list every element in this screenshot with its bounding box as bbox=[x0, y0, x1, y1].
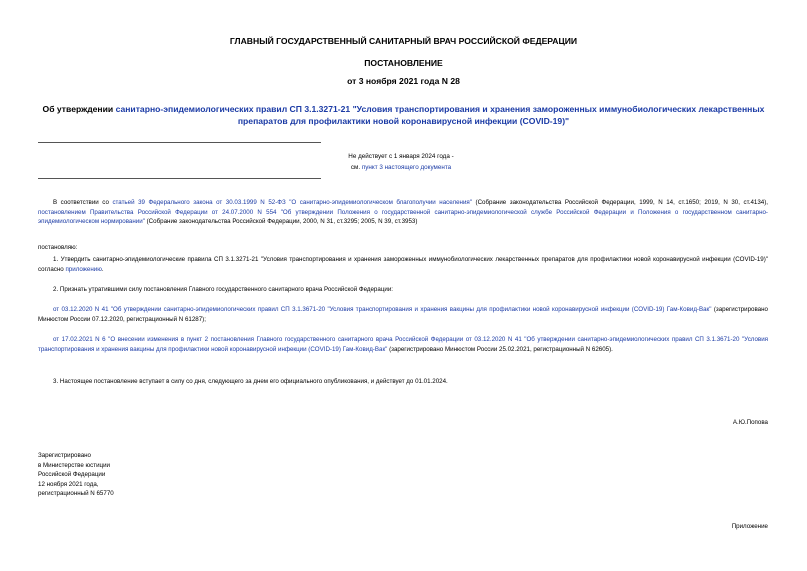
registration-line-1: Зарегистрировано bbox=[38, 452, 91, 459]
registration-line-2: в Министерстве юстиции bbox=[38, 461, 111, 469]
title-prefix: Об утверждении bbox=[42, 104, 116, 114]
repeal-2 bbox=[38, 335, 768, 354]
registration-block bbox=[38, 451, 238, 499]
preamble-paragraph bbox=[38, 198, 768, 227]
document-title bbox=[40, 104, 767, 127]
document-date-number: от 3 ноября 2021 года N 28 bbox=[347, 76, 460, 86]
law-link[interactable]: статьей 39 Федерального закона от 30.03.1999 N 52-ФЗ "О санитарно-эпидемиологическом благополучии населения" bbox=[112, 199, 472, 206]
registration-line-3: Российской Федерации bbox=[38, 471, 106, 479]
signature: А.Ю.Попова bbox=[732, 419, 768, 426]
issuing-authority: ГЛАВНЫЙ ГОСУДАРСТВЕННЫЙ САНИТАРНЫЙ ВРАЧ РОССИЙСКОЙ ФЕДЕРАЦИИ bbox=[229, 36, 578, 46]
appendix-label: Приложение bbox=[731, 523, 768, 530]
appendix-link[interactable]: приложению bbox=[65, 265, 102, 273]
preamble-text-1: В соответствии со bbox=[53, 199, 113, 206]
repeal-1-text: (зарегистрировано Минюстом России 07.12.2020, регистрационный N 61287); bbox=[38, 306, 768, 323]
item-1 bbox=[38, 255, 768, 274]
government-decree-link[interactable]: постановлением Правительства Российской Федерации от 24.07.2000 N 554 "Об утверждении Положения о государственной санитарно-эпидемиологической службе Российской Федерации и Положения о государственном санитарно-эпидемиологическом нормировании" bbox=[38, 208, 768, 226]
repeal-1-link[interactable]: от 03.12.2020 N 41 "Об утверждении санитарно-эпидемиологических правил СП 3.1.3671-20 "Условия транспортирования и хранения вакцины для профилактики новой коронавирусной инфекции (COVID-19) Гам-Ковид-Вак" bbox=[53, 306, 712, 313]
decree-word: постановляю: bbox=[38, 244, 78, 251]
status-note-line1: Не действует с 1 января 2024 года - bbox=[348, 153, 454, 160]
divider-top bbox=[38, 142, 321, 143]
status-note-prefix: см. bbox=[350, 163, 362, 171]
divider-bottom bbox=[38, 178, 321, 179]
repeal-1 bbox=[38, 305, 768, 324]
preamble-text-3: (Собрание законодательства Российской Федерации, 2000, N 31, ст.3295; 2005, N 39, ст.3953) bbox=[144, 218, 418, 226]
repeal-2-link[interactable]: от 17.02.2021 N 6 "О внесении изменения в пункт 2 постановления Главного государственного санитарного врача Российской Федерации от 03.12.2020 N 41 "Об утверждении санитарно-эпидемиологических правил СП 3.1.3671-20 "Условия транспортирования и хранения вакцины для профилактики новой коронавирусной инфекции (COVID-19) Гам-Ковид-Вак" bbox=[38, 336, 768, 353]
item-3: 3. Настоящее постановление вступает в силу со дня, следующего за днем его официального опубликования, и действует до 01.01.2024. bbox=[53, 378, 448, 385]
status-note bbox=[316, 152, 486, 173]
item-2: 2. Признать утратившими силу постановления Главного государственного санитарного врача Российской Федерации: bbox=[53, 286, 393, 293]
registration-line-4: 12 ноября 2021 года, bbox=[38, 480, 99, 488]
registration-line-5: регистрационный N 65770 bbox=[38, 490, 114, 498]
preamble-text-2: (Собрание законодательства Российской Федерации, 1999, N 14, ст.1650; 2019, N 30, ст.4134), bbox=[471, 199, 768, 206]
item-1-text: 1. Утвердить санитарно-эпидемиологические правила СП 3.1.3271-21 "Условия транспортирования и хранения замороженных иммунобиологических лекарственных препаратов для профилактики новой коронавирусной инфекции (COVID-19)" согласно bbox=[38, 256, 768, 273]
title-link[interactable]: санитарно-эпидемиологических правил СП 3.1.3271-21 "Условия транспортирования и хранения замороженных иммунобиологических лекарственных препаратов для профилактики новой коронавирусной инфекции (COVID-19)" bbox=[115, 104, 765, 126]
repeal-2-text: (зарегистрировано Минюстом России 25.02.2021, регистрационный N 62605). bbox=[387, 345, 613, 353]
status-note-link[interactable]: пункт 3 настоящего документа bbox=[361, 163, 452, 171]
status-note-line2 bbox=[316, 163, 486, 174]
document-type: ПОСТАНОВЛЕНИЕ bbox=[364, 58, 443, 68]
item-1-end: . bbox=[101, 265, 104, 273]
